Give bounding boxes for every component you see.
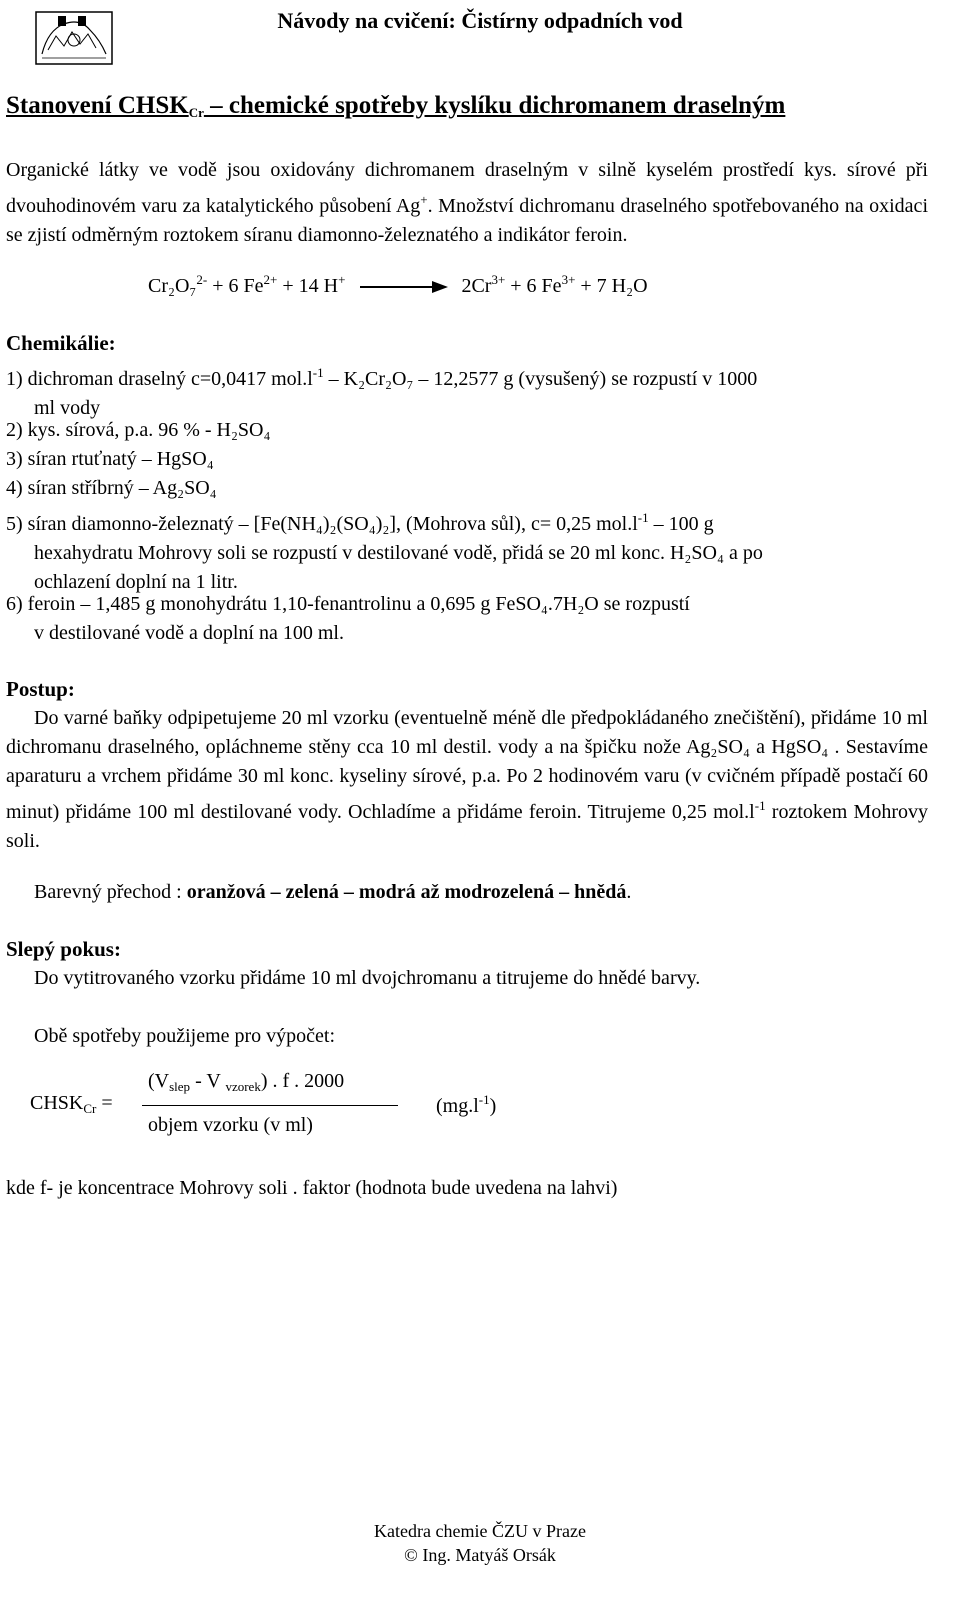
reaction-arrow-icon: [360, 280, 448, 294]
color-transition: Barevný přechod : oranžová – zelená – modrá až modrozelená – hnědá.: [34, 881, 632, 903]
procedure-heading: Postup:: [6, 677, 75, 701]
page-title: Stanovení $CHSK_{Cr}$ – chemické spotřeby kyslíku dichromanem draselným: [6, 92, 786, 120]
footer-department: Katedra chemie ČZU v Praze: [374, 1521, 586, 1541]
chemical-item-2: 2) kys. sírová, p.a. 96 % - H₂SO₄: [6, 419, 271, 441]
chemicals-heading: Chemikálie:: [6, 331, 116, 355]
fraction-bar: [142, 1105, 398, 1106]
formula-numerator: ($V_{slep}$ - V $_{vzorek}$) . f . 2000: [148, 1070, 345, 1094]
formula-denominator: objem vzorku (v ml): [148, 1114, 313, 1136]
intro-paragraph: Organické látky ve vodě jsou oxidovány dichromanem draselným v silně kyselém prostředí kys. sírové při dvouhodinovém varu za katalytického působení Ag+. Množství dichromanu draselného spotřebovaného na oxidaci se zjistí odměrným roztokem síranu diamonno-železnatého a indikátor feroin.: [6, 159, 928, 246]
chemical-item-4: 4) síran stříbrný – Ag₂SO₄: [6, 477, 217, 499]
procedure-paragraph: Do varné baňky odpipetujeme 20 ml vzorku (eventuelně méně dle předpokládaného znečištění), přidáme 10 ml dichromanu draselného, opláchneme stěny cca 10 ml destil. vody a na špičku nože Ag₂SO₄ a HgSO₄ . Sestavíme aparaturu a vrchem přidáme 30 ml konc. kyseliny sírové, p.a. Po 2 hodinovém varu (v cvičném případě postačí 60 minut) přidáme 100 ml destilované vody. Ochladíme a přidáme feroin. Titrujeme 0,25 $mol.l^{-1}$ roztokem Mohrovy soli.: [6, 707, 928, 852]
chemical-item-6: 6) feroin – 1,485 g monohydrátu 1,10-fenantrolinu a 0,695 g FeSO₄.7H₂O se rozpustí v destilované vodě a doplní na 100 ml.: [6, 593, 690, 644]
blank-heading: Slepý pokus:: [6, 937, 121, 961]
factor-note: kde f- je koncentrace Mohrovy soli . faktor (hodnota bude uvedena na lahvi): [6, 1177, 618, 1199]
formula-lhs: $CHSK_{Cr}$ =: [30, 1092, 113, 1116]
chemical-item-3: 3) síran rtuťnatý – HgSO₄: [6, 448, 214, 470]
document-header: Návody na cvičení: Čistírny odpadních vod: [277, 8, 683, 33]
chemical-item-1: 1) dichroman draselný c=0,0417 $mol.l^{-1} - K_2Cr_2O_7 - 12,2577$ g (vysušený) se rozpustí v 1000 ml vody: [6, 365, 758, 419]
blank-text: Do vytitrovaného vzorku přidáme 10 ml dvojchromanu a titrujeme do hnědé barvy.: [34, 967, 701, 989]
chsk-formula: [30, 1070, 590, 1150]
footer-author: © Ing. Matyáš Orsák: [404, 1545, 556, 1565]
formula-unit: $(mg.l^{-1})$: [436, 1092, 497, 1117]
reaction-equation: Cr₂O₇$^{2-}$ + 6 $Fe^{2+} + 14$ H+ $2Cr^{3+} + 6$ $Fe^{3+} + 7$ H₂O: [148, 272, 648, 297]
chemical-item-5: 5) síran diamonno-železnatý – [Fe(NH₄)₂(SO₄)₂], (Mohrova sůl), c= 0,25 $mol.l^{-1} - 100$ g hexahydratu Mohrovy soli se rozpustí v destilované vodě, přidá se 20 ml konc. H₂SO₄ a po ochlazení doplní na 1 litr.: [6, 510, 763, 593]
both-consumptions-text: Obě spotřeby použijeme pro výpočet:: [34, 1025, 336, 1047]
